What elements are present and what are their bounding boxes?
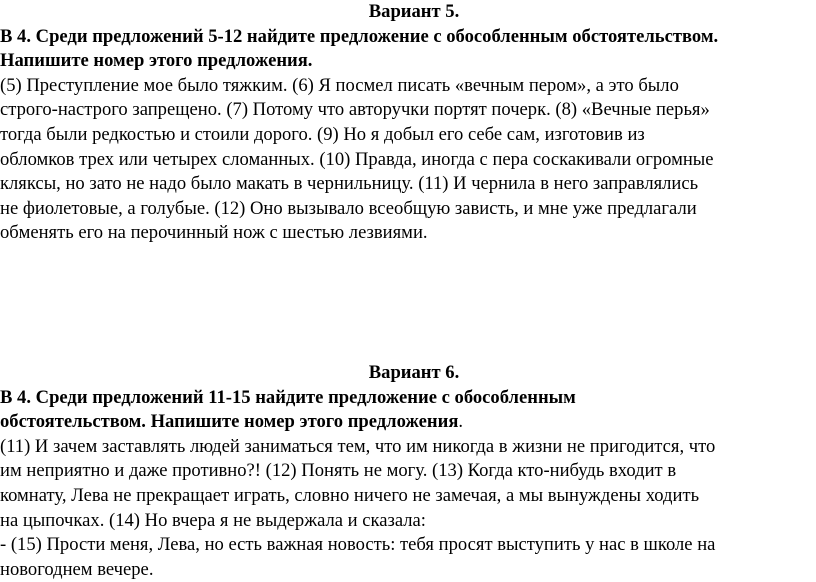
text-line: им неприятно и даже противно?! (12) Понять не могу. (13) Когда кто-нибудь входит в — [0, 460, 677, 482]
text-line: кляксы, но зато не надо было макать в чернильницу. (11) И чернила в него заправлялись — [0, 173, 699, 195]
variant-6-text — [0, 435, 812, 582]
variant-5-section — [0, 0, 812, 246]
text-line: - (15) Прости меня, Лева, но есть важная новость: тебя просят выступить у нас в школе на — [0, 534, 716, 556]
task-line: В 4. Среди предложений 11-15 найдите предложение с обособленным — [0, 386, 576, 408]
task-line-end: . — [458, 411, 464, 433]
variant-6-section — [0, 361, 812, 582]
text-line: на цыпочках. (14) Но вчера я не выдержала и сказала: — [0, 509, 426, 531]
task-line-text: обстоятельством. Напишите номер этого предложения — [0, 411, 459, 433]
variant-5-text — [0, 74, 812, 246]
variant-6-title: Вариант 6. — [368, 362, 460, 383]
text-line: обломков трех или четырех сломанных. (10) Правда, иногда с пера соскакивали огромные — [0, 148, 714, 170]
text-line: комнату, Лева не прекращает играть, словно ничего не замечая, а мы вынуждены ходить — [0, 484, 700, 506]
text-line: обменять его на перочинный нож с шестью лезвиями. — [0, 222, 428, 244]
text-line: (11) И зачем заставлять людей заниматься тем, что им никогда в жизни не пригодится, что — [0, 435, 716, 457]
variant-5-title: Вариант 5. — [368, 1, 460, 22]
text-line: тогда были редкостью и стоили дорого. (9) Но я добыл его себе сам, изготовив из — [0, 123, 645, 145]
text-line: новогоднем вечере. — [0, 558, 154, 580]
task-line: В 4. Среди предложений 5-12 найдите предложение с обособленным обстоятельством. — [0, 25, 719, 47]
task-line — [0, 410, 812, 435]
text-line: (5) Преступление мое было тяжким. (6) Я посмел писать «вечным пером», а это было — [0, 74, 679, 96]
task-line: Напишите номер этого предложения. — [0, 50, 313, 72]
text-line: строго-настрого запрещено. (7) Потому что авторучки портят почерк. (8) «Вечные перья» — [0, 99, 710, 121]
variant-5-task — [0, 25, 812, 74]
text-line: не фиолетовые, а голубые. (12) Оно вызывало всеобщую зависть, и мне уже предлагали — [0, 197, 697, 219]
variant-6-task — [0, 386, 812, 435]
